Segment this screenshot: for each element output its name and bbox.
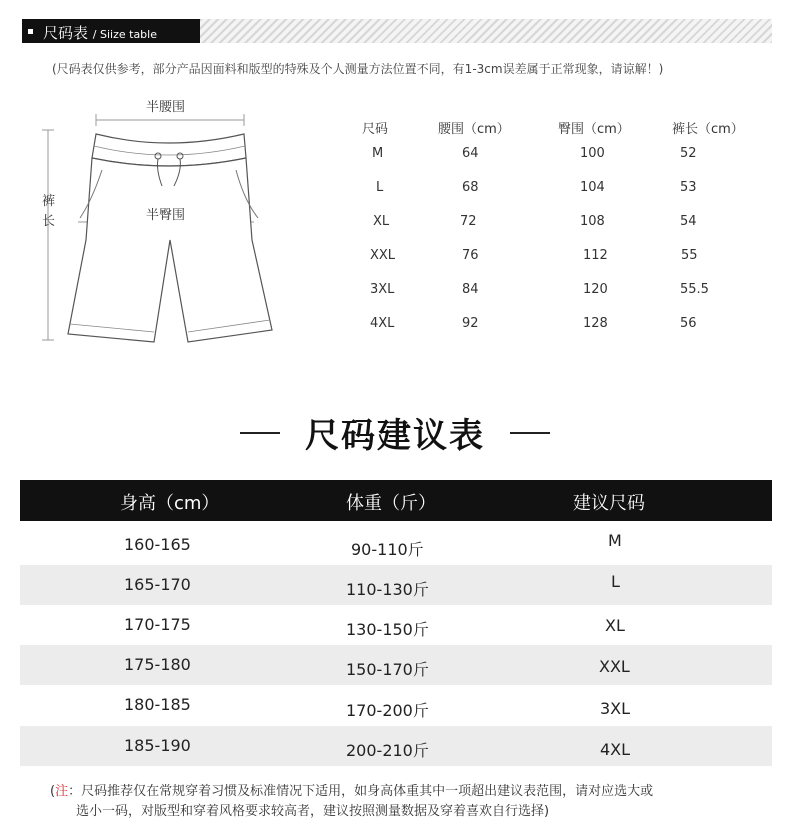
size-cell: 76 <box>462 248 479 263</box>
length-label-1: 裤 <box>42 194 56 209</box>
shorts-drawing <box>28 90 328 360</box>
size-header-hip: 臀围（cm） <box>558 122 630 137</box>
weight-cell: 170-200斤 <box>346 701 429 720</box>
size-cell: L <box>376 180 384 195</box>
table-row <box>20 565 772 605</box>
waist-label: 半腰围 <box>146 100 186 115</box>
size-cell: 4XL <box>370 316 395 331</box>
size-cell: 120 <box>583 282 608 297</box>
size-header-length: 裤长（cm） <box>672 122 744 137</box>
footer-note-label: 注 <box>55 784 69 799</box>
size-cell: 128 <box>583 316 608 331</box>
size-cell: 112 <box>583 248 608 263</box>
height-cell: 180-185 <box>124 695 191 714</box>
weight-cell: 110-130斤 <box>346 580 429 599</box>
size-cell: M <box>608 531 622 550</box>
size-cell: 55 <box>681 248 698 263</box>
size-cell: 53 <box>680 180 697 195</box>
size-cell: M <box>372 146 384 161</box>
header-size: 建议尺码 <box>573 493 645 514</box>
section-header <box>0 14 790 48</box>
size-cell: 54 <box>680 214 697 229</box>
disclaimer-note: (尺码表仅供参考，部分产品因面料和版型的特殊及个人测量方法位置不同，有1-3cm误差属于正常现象，请谅解！) <box>52 62 664 76</box>
shorts-illustration <box>28 90 328 360</box>
size-cell: 68 <box>462 180 479 195</box>
header-subtitle: / Siize table <box>92 28 157 41</box>
header-title <box>37 22 157 43</box>
height-cell: 165-170 <box>124 575 191 594</box>
size-cell: 100 <box>580 146 605 161</box>
weight-cell: 150-170斤 <box>346 660 429 679</box>
height-cell: 185-190 <box>124 736 191 755</box>
recommend-title <box>0 408 790 457</box>
table-row <box>20 685 772 725</box>
table-row <box>20 645 772 685</box>
table-row <box>20 605 772 645</box>
table-row <box>20 524 772 564</box>
size-cell: XL <box>373 214 390 229</box>
header-weight: 体重（斤） <box>346 493 436 514</box>
length-label-2: 长 <box>42 214 56 229</box>
size-cell: 55.5 <box>680 282 709 297</box>
footer-text-1: ：尺码推荐仅在常规穿着习惯及标准情况下适用，如身高体重其中一项超出建议表范围，请对应选大或 <box>68 784 654 799</box>
footer-paren: ( <box>50 784 56 799</box>
size-header-size: 尺码 <box>362 122 389 137</box>
header-height: 身高（cm） <box>120 493 220 514</box>
footer-note <box>50 782 653 822</box>
recommend-title-text: 尺码建议表 <box>305 416 485 456</box>
weight-cell: 90-110斤 <box>351 540 424 559</box>
bullet-square-icon <box>28 29 33 34</box>
title-dash-right <box>510 432 550 434</box>
footer-line-1 <box>50 782 653 802</box>
title-dash-left <box>240 432 280 434</box>
size-cell: L <box>611 572 620 591</box>
size-header-waist: 腰围（cm） <box>438 122 510 137</box>
size-cell: 3XL <box>370 282 395 297</box>
size-cell: 104 <box>580 180 605 195</box>
size-cell: 64 <box>462 146 479 161</box>
size-cell: XL <box>605 616 625 635</box>
weight-cell: 130-150斤 <box>346 620 429 639</box>
height-cell: 160-165 <box>124 535 191 554</box>
hip-label: 半臀围 <box>146 208 186 223</box>
size-cell: 72 <box>460 214 477 229</box>
size-cell: XXL <box>599 657 630 676</box>
size-cell: 92 <box>462 316 479 331</box>
size-cell: XXL <box>370 248 396 263</box>
size-cell: 52 <box>680 146 697 161</box>
header-label-bar <box>22 19 200 43</box>
table-row <box>20 726 772 766</box>
size-cell: 84 <box>462 282 479 297</box>
recommend-table-header <box>20 480 772 521</box>
weight-cell: 200-210斤 <box>346 741 429 760</box>
size-cell: 108 <box>580 214 605 229</box>
height-cell: 170-175 <box>124 615 191 634</box>
size-cell: 3XL <box>600 699 631 718</box>
height-cell: 175-180 <box>124 655 191 674</box>
size-cell: 4XL <box>600 740 631 759</box>
footer-line-2: 选小一码，对版型和穿着风格要求较高者，建议按照测量数据及穿着喜欢自行选择) <box>76 804 550 819</box>
size-cell: 56 <box>680 316 697 331</box>
header-title-text: 尺码表 <box>43 24 89 42</box>
header-stripe-decoration <box>200 19 772 43</box>
